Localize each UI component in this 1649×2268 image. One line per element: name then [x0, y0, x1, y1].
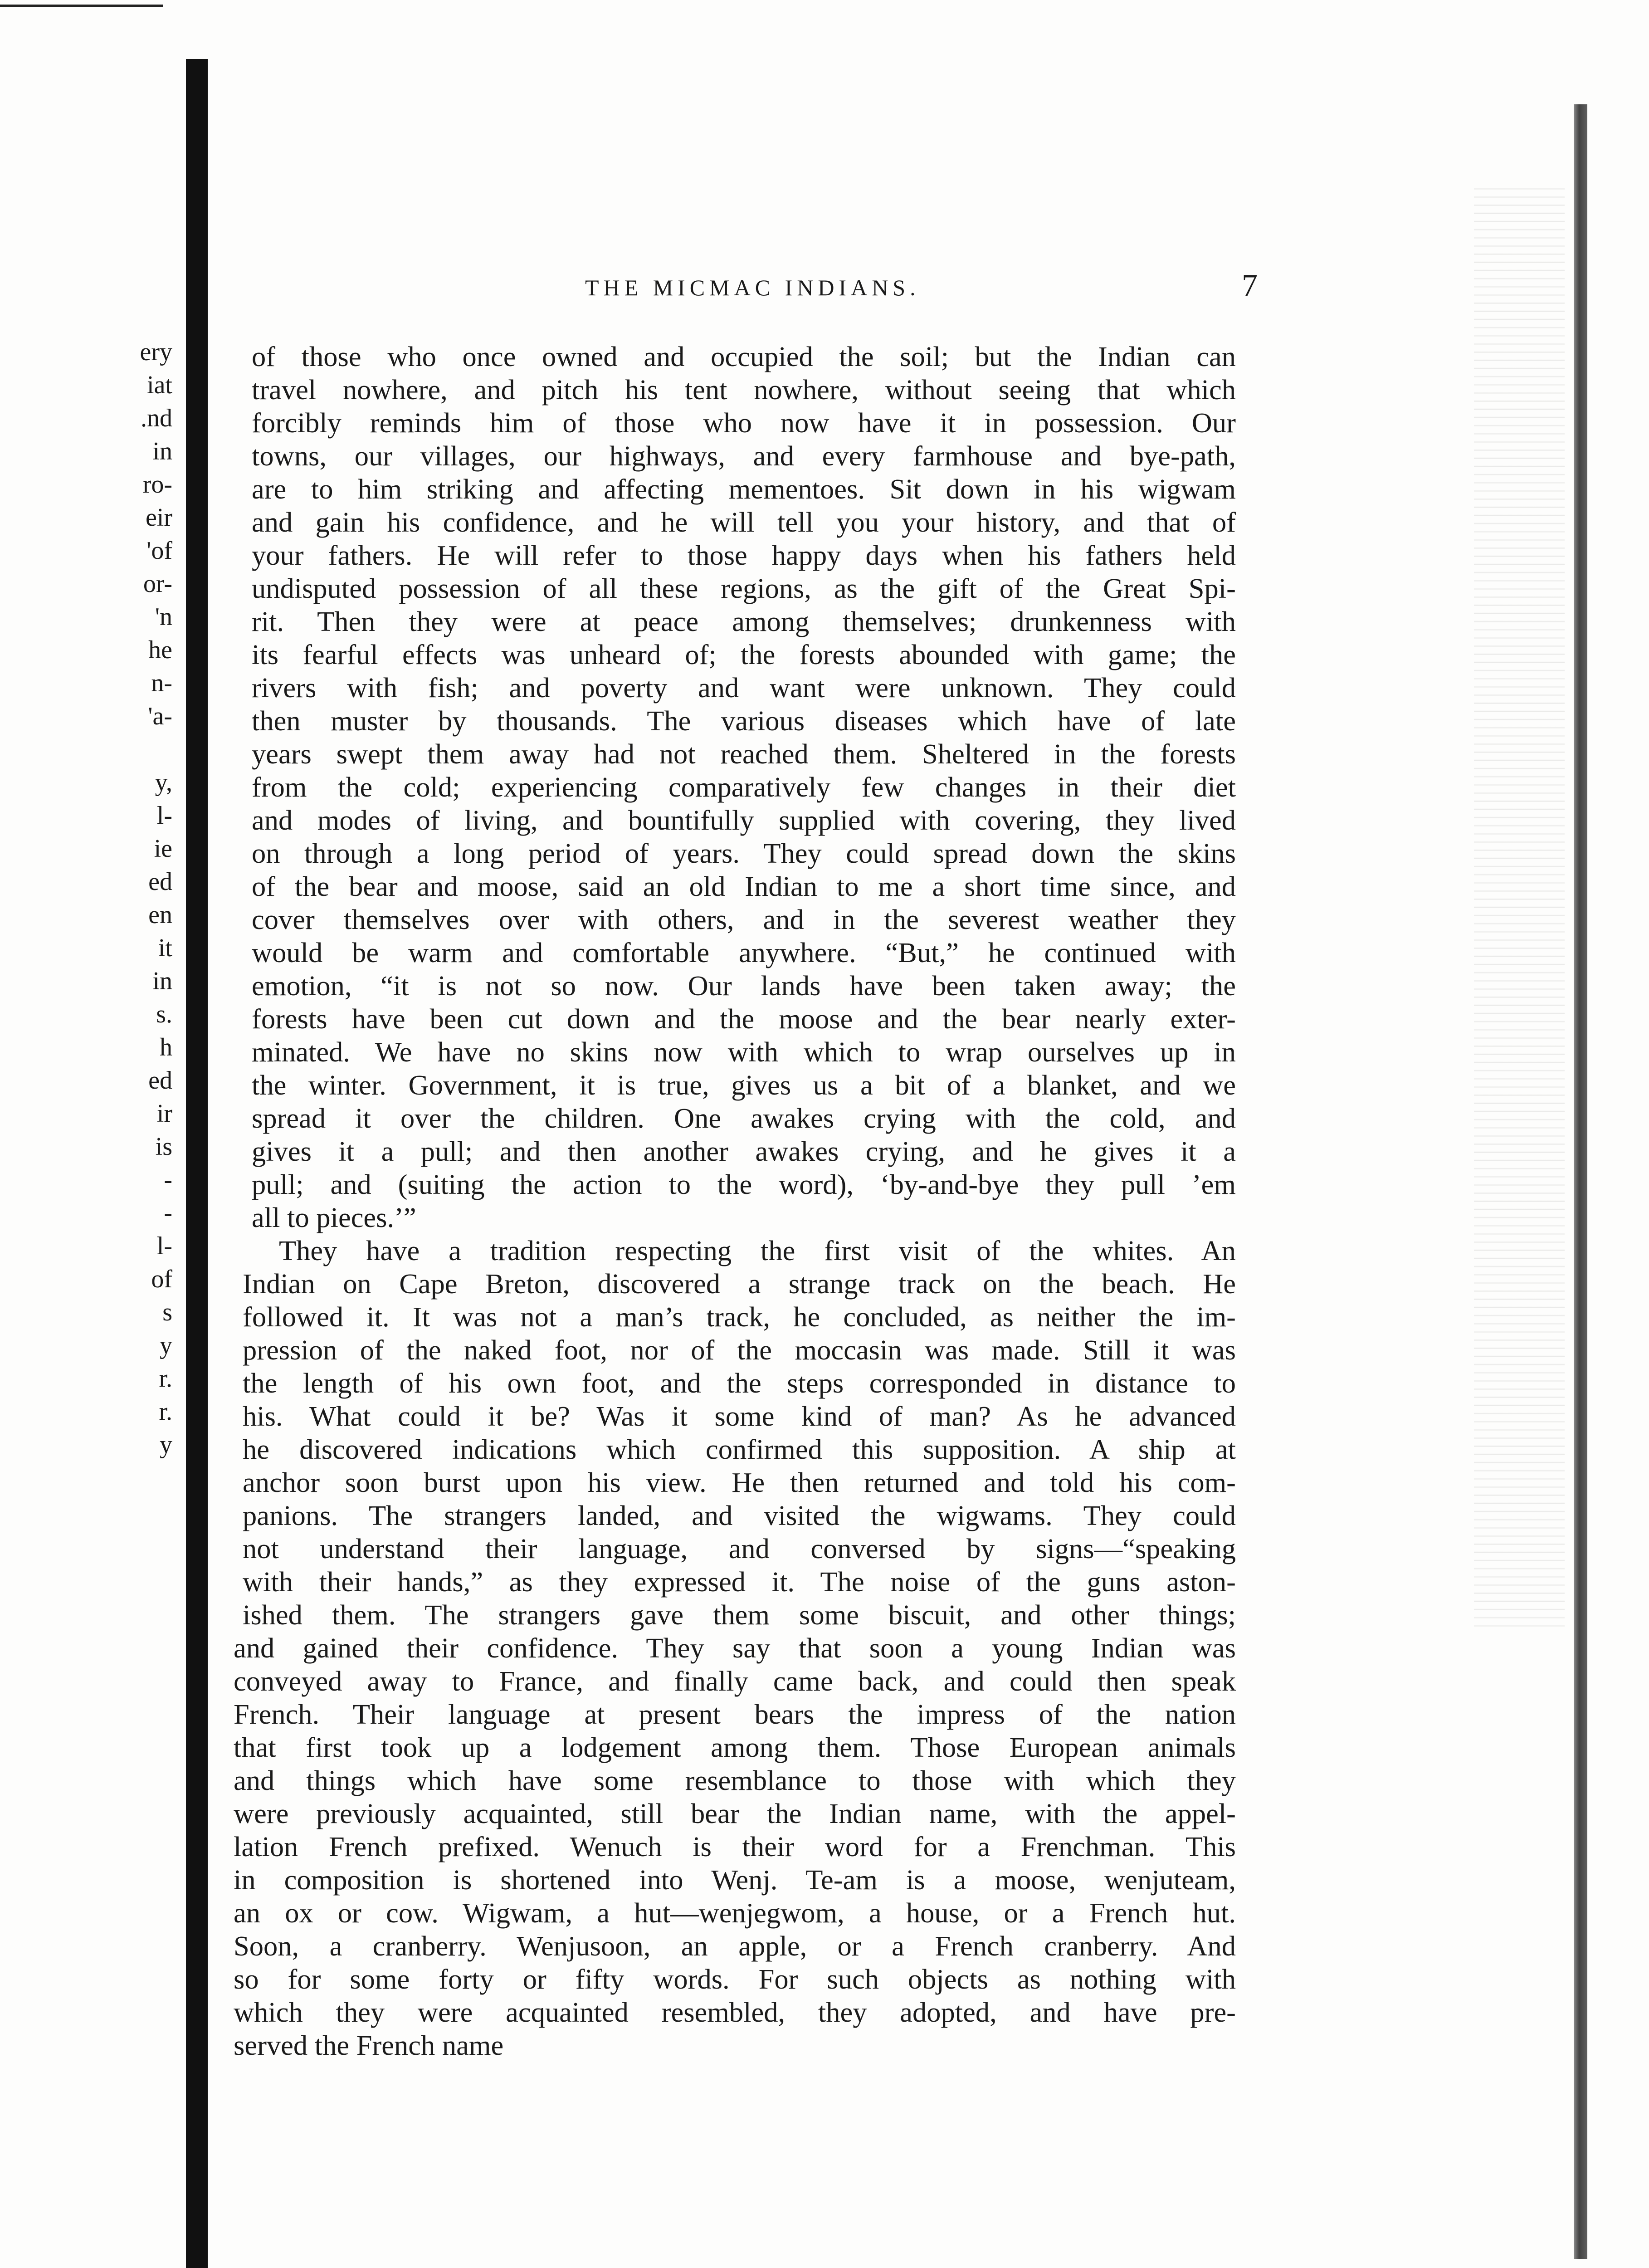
text-line: the winter. Government, it is true, gives us a bit of a blanket, and we [252, 1069, 1236, 1101]
text-line: followed it. It was not a man’s track, he concluded, as neither the im- [243, 1301, 1236, 1333]
text-line: emotion, “it is not so now. Our lands have been taken away; the [252, 970, 1236, 1002]
text-line: not understand their language, and conversed by signs—“speaking [243, 1533, 1236, 1564]
text-line: and modes of living, and bountifully supplied with covering, they lived [252, 804, 1236, 836]
text-line: its fearful effects was unheard of; the forests abounded with game; the [252, 639, 1236, 670]
bleed-fragment: iat [147, 371, 172, 399]
bleed-fragment: in [152, 437, 172, 465]
text-line: on through a long period of years. They could spread down the skins [252, 837, 1236, 869]
bleed-fragment: l- [156, 802, 172, 830]
text-line: panions. The strangers landed, and visited the wigwams. They could [243, 1500, 1236, 1531]
bleed-fragment: r. [159, 1398, 172, 1426]
scan-noise-right [1474, 181, 1565, 1633]
bleed-fragment: in [152, 967, 172, 995]
bleed-fragment: en [148, 901, 172, 929]
text-line: are to him striking and affecting mementoes. Sit down in his wigwam [252, 473, 1236, 505]
page-number: 7 [1242, 268, 1258, 303]
scan-edge-top [0, 5, 163, 7]
body-text [234, 340, 1236, 2062]
text-line: served the French name [234, 2029, 504, 2061]
text-line: of the bear and moose, said an old Indian to me a short time since, and [252, 870, 1236, 902]
text-line: all to pieces.’” [252, 1202, 416, 1233]
bleed-fragment: s [162, 1298, 172, 1326]
text-line: and gain his confidence, and he will tell you your history, and that of [252, 506, 1236, 538]
bleed-fragment: .nd [141, 404, 172, 432]
text-line: years swept them away had not reached them. Sheltered in the forests [252, 738, 1236, 770]
text-line: spread it over the children. One awakes crying with the cold, and [252, 1102, 1236, 1134]
bleed-fragment: y [160, 1331, 172, 1359]
bleed-fragment: h [160, 1033, 172, 1061]
scan-edge-right [1574, 104, 1587, 2259]
text-line: were previously acquainted, still bear the Indian name, with the appel- [234, 1798, 1236, 1829]
text-line: your fathers. He will refer to those happy days when his fathers held [252, 539, 1236, 571]
text-line: forests have been cut down and the moose and the bear nearly exter- [252, 1003, 1236, 1035]
bleed-fragment: - [164, 1199, 172, 1227]
bleed-fragment: ie [154, 835, 172, 863]
text-line: gives it a pull; and then another awakes crying, and he gives it a [252, 1135, 1236, 1167]
text-line: ished them. The strangers gave them some biscuit, and other things; [243, 1599, 1236, 1631]
bleed-fragment: n- [151, 669, 172, 697]
bleed-fragment: y [160, 1431, 172, 1459]
text-line: pression of the naked foot, nor of the moccasin was made. Still it was [243, 1334, 1236, 1366]
text-line: travel nowhere, and pitch his tent nowhere, without seeing that which [252, 374, 1236, 406]
text-line: and gained their confidence. They say that soon a young Indian was [234, 1632, 1236, 1664]
bleed-fragment: 'of [146, 537, 172, 565]
text-line: pull; and (suiting the action to the word), ‘by-and-bye they pull ’em [252, 1168, 1236, 1200]
text-line: undisputed possession of all these regions, as the gift of the Great Spi- [252, 572, 1236, 604]
bleed-fragment: he [148, 636, 172, 664]
bleed-fragment [63, 733, 172, 766]
text-line: in composition is shortened into Wenj. Te-am is a moose, wenjuteam, [234, 1864, 1236, 1896]
bleed-fragment: s. [156, 1000, 172, 1028]
bleed-fragment: 'n [155, 603, 172, 631]
bleed-fragment: it [158, 934, 172, 962]
binding-shadow [186, 59, 208, 2268]
bleed-fragment: eir [145, 503, 172, 532]
text-line: Soon, a cranberry. Wenjusoon, an apple, or a French cranberry. And [234, 1930, 1236, 1962]
bleed-fragment: ed [148, 868, 172, 896]
text-line: conveyed away to France, and finally came back, and could then speak [234, 1665, 1236, 1697]
text-line: with their hands,” as they expressed it. The noise of the guns aston- [243, 1566, 1236, 1598]
text-line: then muster by thousands. The various diseases which have of late [252, 705, 1236, 737]
text-line: he discovered indications which confirmed this supposition. A ship at [243, 1433, 1236, 1465]
text-line: from the cold; experiencing comparatively few changes in their diet [252, 771, 1236, 803]
bleed-fragment: r. [159, 1364, 172, 1393]
text-line: which they were acquainted resembled, they adopted, and have pre- [234, 1996, 1236, 2028]
text-line: so for some forty or fifty words. For such objects as nothing with [234, 1963, 1236, 1995]
bleed-fragment: or- [143, 570, 172, 598]
text-line: towns, our villages, our highways, and every farmhouse and bye-path, [252, 440, 1236, 472]
text-line: an ox or cow. Wigwam, a hut—wenjegwom, a house, or a French hut. [234, 1897, 1236, 1929]
bleed-fragment: ir [156, 1100, 172, 1128]
text-line: rivers with fish; and poverty and want were unknown. They could [252, 672, 1236, 704]
text-line: his. What could it be? Was it some kind of man? As he advanced [243, 1400, 1236, 1432]
bleed-fragment: y, [155, 768, 172, 797]
bleed-fragment: ery [140, 338, 172, 366]
facing-page-bleed [63, 336, 172, 1461]
text-line: that first took up a lodgement among them. Those European animals [234, 1731, 1236, 1763]
bleed-fragment: l- [156, 1232, 172, 1260]
text-line: lation French prefixed. Wenuch is their word for a Frenchman. This [234, 1831, 1236, 1862]
text-line: anchor soon burst upon his view. He then returned and told his com- [243, 1466, 1236, 1498]
running-title: THE MICMAC INDIANS. [585, 275, 920, 300]
text-line: forcibly reminds him of those who now have it in possession. Our [252, 407, 1236, 439]
bleed-fragment: 'a- [148, 702, 172, 730]
text-line: They have a tradition respecting the first visit of the whites. An [279, 1235, 1236, 1266]
text-line: and things which have some resemblance to those with which they [234, 1765, 1236, 1796]
text-line: Indian on Cape Breton, discovered a strange track on the beach. He [243, 1268, 1236, 1300]
text-line: of those who once owned and occupied the soil; but the Indian can [252, 341, 1236, 372]
text-line: would be warm and comfortable anywhere. “But,” he continued with [252, 937, 1236, 968]
bleed-fragment: ed [148, 1066, 172, 1095]
text-line: minated. We have no skins now with which to wrap ourselves up in [252, 1036, 1236, 1068]
bleed-fragment: is [155, 1133, 172, 1161]
text-line: cover themselves over with others, and in the severest weather they [252, 904, 1236, 935]
bleed-fragment: of [151, 1265, 172, 1293]
text-line: the length of his own foot, and the steps corresponded in distance to [243, 1367, 1236, 1399]
text-line: rit. Then they were at peace among themselves; drunkenness with [252, 606, 1236, 637]
bleed-fragment: ro- [142, 470, 172, 499]
text-line: French. Their language at present bears the impress of the nation [234, 1698, 1236, 1730]
bleed-fragment: - [164, 1166, 172, 1194]
